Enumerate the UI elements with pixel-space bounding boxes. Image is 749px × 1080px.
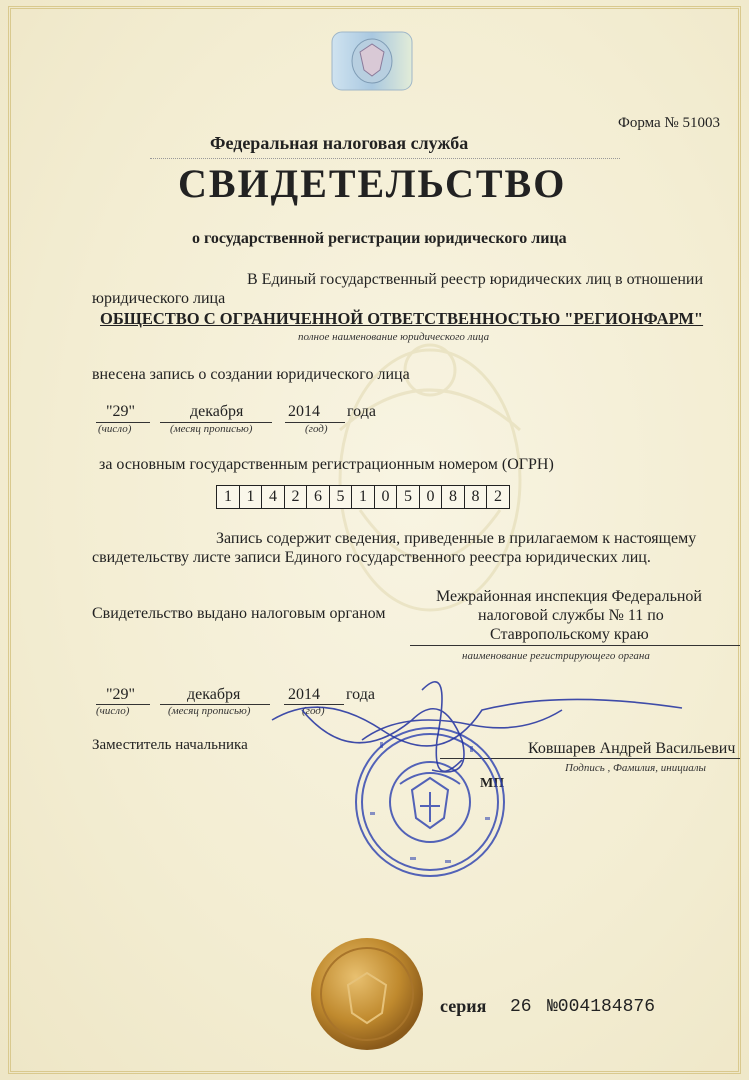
entry-text: внесена запись о создании юридического лица: [92, 366, 410, 383]
ogrn-digit: 4: [261, 485, 285, 509]
date1-month-caption: (месяц прописью): [170, 423, 253, 435]
signer-name: Ковшарев Андрей Васильевич: [528, 740, 736, 757]
form-number: Форма № 51003: [618, 115, 720, 131]
heading-rule: [150, 158, 620, 159]
authority-caption: наименование регистрирующего органа: [462, 650, 650, 662]
ogrn-digit: 1: [216, 485, 240, 509]
ogrn-digit: 5: [329, 485, 353, 509]
date2-year-caption: (год): [302, 705, 325, 717]
record-text-2: свидетельству листе записи Единого государственного реестра юридических лиц.: [92, 549, 651, 566]
ogrn-digit: 5: [396, 485, 420, 509]
ogrn-digit: 1: [351, 485, 375, 509]
date1-year-suffix: года: [347, 403, 376, 420]
ogrn-label: за основным государственным регистрационным номером (ОГРН): [99, 456, 554, 473]
certificate-number: №004184876: [547, 997, 656, 1017]
company-caption: полное наименование юридического лица: [298, 331, 490, 343]
ogrn-digit: 6: [306, 485, 330, 509]
date2-month: декабря: [187, 686, 241, 703]
ogrn-digit: 8: [441, 485, 465, 509]
company-name: ОБЩЕСТВО С ОГРАНИЧЕННОЙ ОТВЕТСТВЕННОСТЬЮ "РЕГИОНФАРМ": [100, 309, 704, 328]
authority-heading: Федеральная налоговая служба: [210, 133, 469, 153]
ogrn-digit: 1: [239, 485, 263, 509]
document-title: СВИДЕТЕЛЬСТВО: [178, 161, 567, 206]
intro-text-2: юридического лица: [92, 290, 226, 307]
ogrn-digit: 8: [464, 485, 488, 509]
ogrn-digit: 2: [284, 485, 308, 509]
ogrn-digit: 2: [486, 485, 510, 509]
stamp-place-mark: МП: [480, 776, 505, 791]
date1-day-caption: (число): [98, 423, 132, 435]
authority-name-1: Межрайонная инспекция Федеральной: [436, 588, 702, 605]
date2-year-suffix: года: [346, 686, 375, 703]
authority-name-3: Ставропольскому краю: [490, 626, 649, 643]
ogrn-number-boxes: [216, 485, 509, 509]
series-label: серия: [440, 996, 487, 1016]
date2-month-caption: (месяц прописью): [168, 705, 251, 717]
issued-by-label: Свидетельство выдано налоговым органом: [92, 605, 386, 622]
authority-name-2: налоговой службы № 11 по: [478, 607, 664, 624]
ogrn-digit: 0: [419, 485, 443, 509]
ogrn-digit: 0: [374, 485, 398, 509]
date2-day: "29": [106, 686, 136, 703]
date1-day: "29": [106, 403, 136, 420]
signer-position: Заместитель начальника: [92, 737, 248, 753]
date1-year-caption: (год): [305, 423, 328, 435]
record-text-1: Запись содержит сведения, приведенные в прилагаемом к настоящему: [216, 530, 697, 547]
gold-seal-icon: [308, 935, 426, 1053]
date1-month: декабря: [190, 403, 244, 420]
hologram-emblem-icon: [330, 30, 414, 92]
date2-day-caption: (число): [96, 705, 130, 717]
document-subtitle: о государственной регистрации юридического лица: [192, 230, 567, 247]
authority-line: [410, 645, 740, 646]
series-value: 26: [510, 997, 532, 1017]
signature-scribble-icon: [262, 650, 702, 800]
date1-year: 2014: [288, 403, 320, 420]
date2-year: 2014: [288, 686, 320, 703]
intro-text-1: В Единый государственный реестр юридических лиц в отношении: [247, 271, 704, 288]
signer-caption: Подпись , Фамилия, инициалы: [565, 762, 706, 774]
